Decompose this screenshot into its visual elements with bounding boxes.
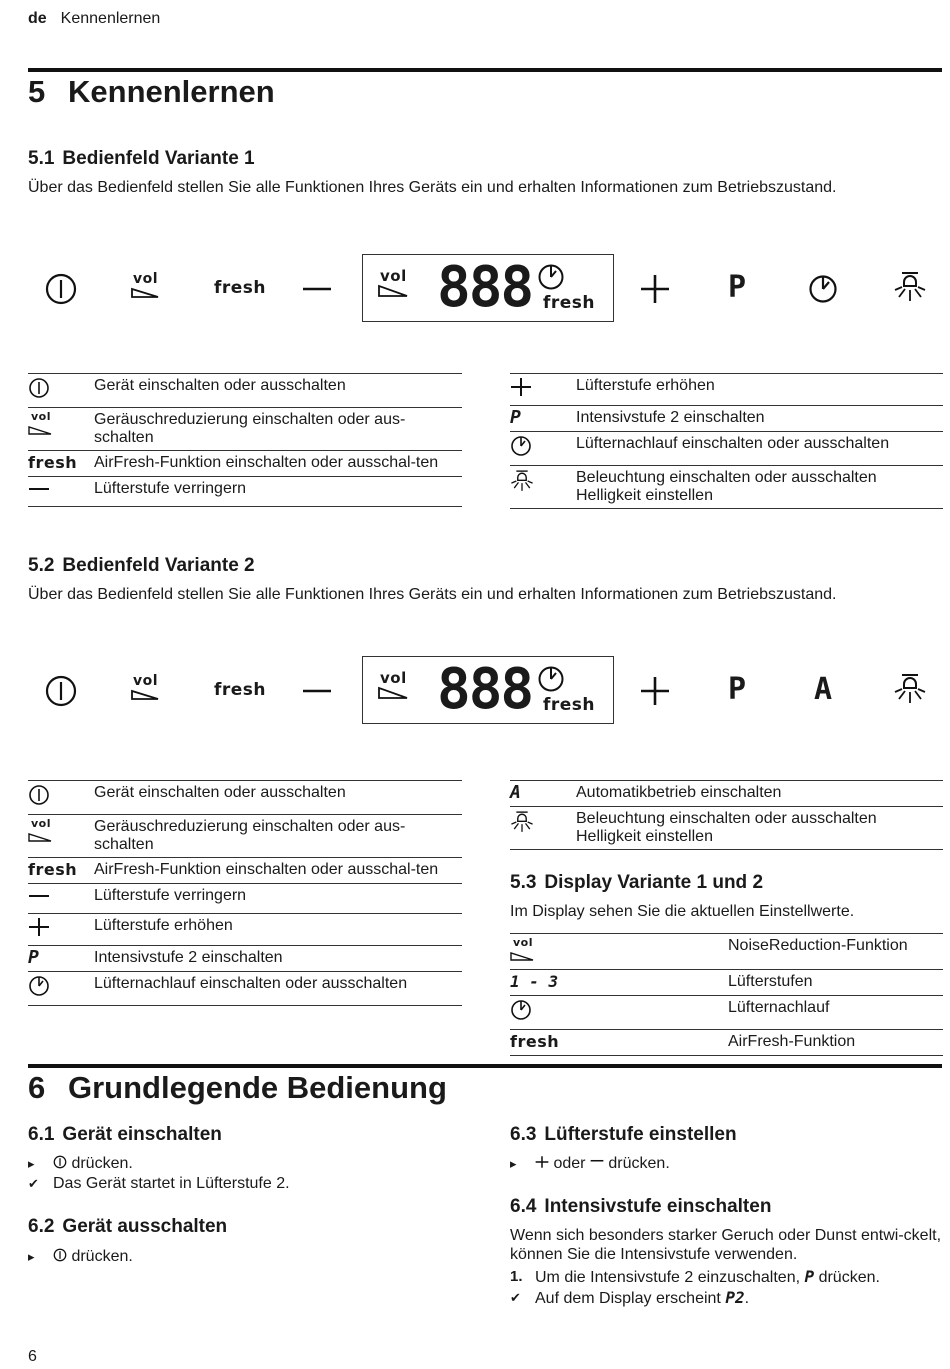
vol-icon[interactable]: vol [130,272,160,304]
table-cell-text: Intensivstufe 2 einschalten [94,946,462,972]
list-item: ✔ Auf dem Display erscheint P2. [510,1288,750,1307]
table-cell-text: Lüfternachlauf [728,996,943,1030]
list-item: 1. Um die Intensivstufe 2 einzuschalten, P drücken. [510,1267,880,1286]
table-row [510,781,943,807]
section-6-1-steps [28,1154,458,1194]
minus-icon[interactable] [302,286,332,292]
control-panel-variant-1 [28,250,943,330]
p-icon[interactable]: P [728,672,747,707]
timer-icon [510,435,532,457]
light-icon [510,469,534,493]
fresh-icon: fresh [28,453,78,472]
fresh-icon[interactable]: fresh [214,278,267,298]
minus-icon[interactable] [302,688,332,694]
table-row [510,970,943,996]
table-cell-text: AirFresh-Funktion einschalten oder ausschal-ten [94,451,462,477]
minus-icon [28,887,50,905]
section-6-2-heading: 6.2 Gerät ausschalten [28,1216,228,1237]
section-6-3-steps [510,1154,940,1174]
list-item: ▸ drücken. [28,1248,133,1265]
table-cell-text: Beleuchtung einschalten oder ausschalten Helligkeit einstellen [576,807,943,850]
step-number: 1. [510,1268,523,1285]
checkmark-icon: ✔ [28,1176,39,1191]
running-header [28,10,160,28]
plus-icon[interactable] [640,274,670,304]
levels-icon: 1 - 3 [510,972,559,991]
table-row [28,408,462,451]
table-cell-text: Geräuschreduzierung einschalten oder aus-schalten [94,408,462,451]
power-icon[interactable] [44,674,78,708]
table-cell-text: Lüfterstufe erhöhen [576,374,943,406]
light-icon[interactable] [894,270,926,304]
table-row [28,374,462,408]
table-cell-text: Automatikbetrieb einschalten [576,781,943,807]
step-marker-icon: ▸ [510,1156,517,1171]
display-panel [362,254,614,322]
table-row [510,432,943,466]
light-icon[interactable] [894,672,926,706]
legend-table-variant-2-left [28,780,462,1006]
table-row [510,406,943,432]
language-code: de [28,10,47,27]
table-row [28,815,462,858]
fresh-icon[interactable]: fresh [214,680,267,700]
plus-icon [510,377,532,397]
chapter-rule [28,1064,942,1068]
minus-icon [28,480,50,498]
table-row [28,946,462,972]
table-cell-text: AirFresh-Funktion einschalten oder ausschal-ten [94,858,462,884]
p-icon: P [510,407,521,428]
chapter-5-heading: 5 Kennenlernen [28,74,275,109]
table-row [510,466,943,509]
section-6-3-heading: 6.3 Lüfterstufe einstellen [510,1124,737,1145]
vol-icon: vol [510,937,728,966]
p-icon: P [28,947,39,968]
display-legend-table [510,933,943,1056]
section-6-4-heading: 6.4 Intensivstufe einschalten [510,1196,772,1217]
table-row [28,884,462,914]
plus-icon [535,1155,549,1169]
table-cell-text: Intensivstufe 2 einschalten [576,406,943,432]
p-icon[interactable]: P [728,270,747,305]
table-cell-text: NoiseReduction-Funktion [728,934,943,970]
display-timer-icon [537,665,565,693]
page-number: 6 [28,1348,37,1365]
legend-table-variant-1-right [510,373,943,509]
vol-icon: vol [28,411,94,440]
section-6-1-heading: 6.1 Gerät einschalten [28,1124,222,1145]
plus-icon [28,917,50,937]
chapter-rule [28,68,942,72]
table-row [510,996,943,1030]
table-cell-text: Lüfterstufen [728,970,943,996]
display-vol-indicator: vol [377,671,409,705]
section-6-2-steps [28,1247,458,1267]
table-row [510,1030,943,1056]
table-cell-text: AirFresh-Funktion [728,1030,943,1056]
section-5-3-heading: 5.3 Display Variante 1 und 2 [510,872,764,893]
section-5-1-heading: 5.1 Bedienfeld Variante 1 [28,148,255,169]
timer-icon [510,999,532,1021]
step-marker-icon: ▸ [28,1156,35,1171]
p-icon: P [804,1267,815,1286]
p2-display-code: P2 [725,1288,745,1307]
table-cell-text: Lüfterstufe verringern [94,884,462,914]
table-cell-text: Beleuchtung einschalten oder ausschalten Helligkeit einstellen [576,466,943,509]
display-fresh-indicator: fresh [543,293,596,313]
fresh-icon: fresh [510,1032,560,1051]
display-fresh-indicator: fresh [543,695,596,715]
plus-icon[interactable] [640,676,670,706]
legend-table-variant-1-left [28,373,462,507]
power-icon [28,377,50,399]
table-row [28,781,462,815]
list-item: ▸ oder drücken. [510,1155,670,1172]
list-item: ✔ Das Gerät startet in Lüfterstufe 2. [28,1175,290,1192]
table-row [510,934,943,970]
a-icon: A [510,782,521,803]
table-row [28,477,462,507]
section-5-3-intro: Im Display sehen Sie die aktuellen Einstellwerte. [510,903,855,920]
vol-icon[interactable]: vol [130,674,160,706]
table-row [28,451,462,477]
table-row [28,914,462,946]
vol-icon: vol [28,818,94,847]
chapter-6-heading: 6 Grundlegende Bedienung [28,1070,447,1105]
power-icon [53,1248,67,1262]
a-icon[interactable]: A [814,672,833,707]
section-6-4-steps [510,1267,944,1309]
display-panel [362,656,614,724]
table-cell-text: Lüfternachlauf einschalten oder ausschalten [94,972,462,1006]
section-6-4-intro: Wenn sich besonders starker Geruch oder Dunst entwi-ckelt, können Sie die Intensivstufe verwenden. [510,1227,942,1263]
minus-icon [590,1155,604,1169]
display-vol-indicator: vol [377,269,409,303]
table-row [28,972,462,1006]
display-digits: 888 [437,657,533,722]
section-5-1-intro: Über das Bedienfeld stellen Sie alle Funktionen Ihres Geräts ein und erhalten Informationen zum Betriebszustand. [28,179,837,196]
light-icon [510,810,534,834]
table-cell-text: Lüfterstufe erhöhen [94,914,462,946]
header-title: Kennenlernen [60,10,161,27]
table-cell-text: Geräuschreduzierung einschalten oder aus-schalten [94,815,462,858]
timer-icon[interactable] [808,274,838,304]
section-5-2-heading: 5.2 Bedienfeld Variante 2 [28,555,255,576]
legend-table-variant-2-right [510,780,943,850]
display-digits: 888 [437,255,533,320]
fresh-icon: fresh [28,860,78,879]
timer-icon [28,975,50,997]
display-timer-icon [537,263,565,291]
control-panel-variant-2 [28,652,943,732]
step-marker-icon: ▸ [28,1249,35,1264]
table-row [510,807,943,850]
table-cell-text: Lüfterstufe verringern [94,477,462,507]
list-item: ▸ drücken. [28,1155,133,1172]
power-icon [28,784,50,806]
checkmark-icon: ✔ [510,1290,521,1305]
table-cell-text: Gerät einschalten oder ausschalten [94,374,462,408]
table-row [28,858,462,884]
power-icon[interactable] [44,272,78,306]
power-icon [53,1155,67,1169]
table-row [510,374,943,406]
table-cell-text: Lüfternachlauf einschalten oder ausschalten [576,432,943,466]
section-5-2-intro: Über das Bedienfeld stellen Sie alle Funktionen Ihres Geräts ein und erhalten Informationen zum Betriebszustand. [28,586,837,603]
table-cell-text: Gerät einschalten oder ausschalten [94,781,462,815]
